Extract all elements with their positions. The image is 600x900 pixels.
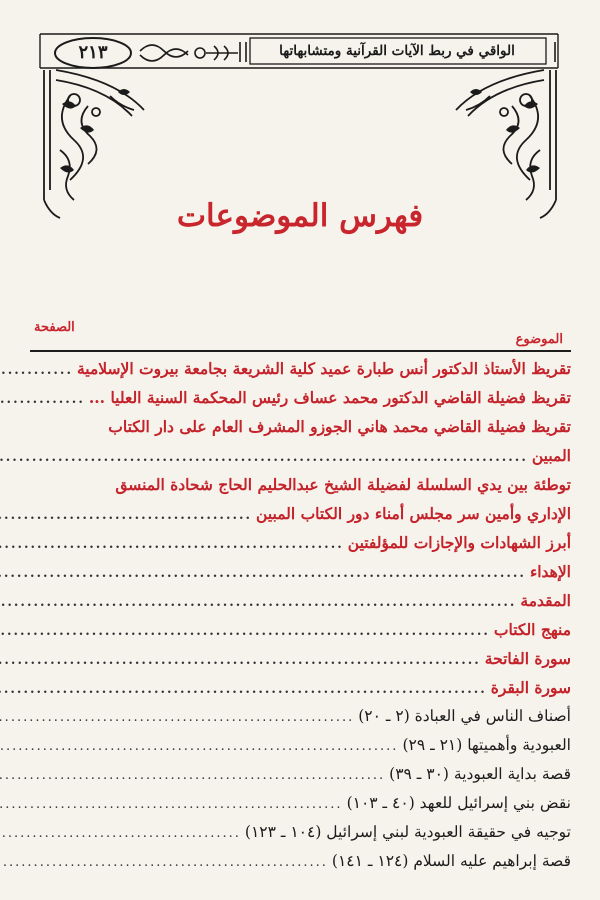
index-title: فهرس الموضوعات	[176, 198, 424, 234]
toc-entry[interactable]	[30, 615, 571, 644]
toc-entry[interactable]	[30, 354, 571, 383]
toc-entry[interactable]	[30, 586, 571, 615]
toc-entry-text: تقريظ فضيلة القاضي محمد هاني الجوزو المشرف العام على دار الكتاب	[108, 417, 571, 436]
toc-entry-text: أصناف الناس في العبادة (٢ ـ ٢٠)	[358, 707, 571, 725]
toc-entry-text: أبرز الشهادات والإجازات للمؤلفتين	[347, 533, 571, 552]
topic-column-label: الموضوع	[515, 332, 563, 347]
toc-entry-text: قصة إبراهيم عليه السلام (١٢٤ ـ ١٤١)	[331, 852, 571, 870]
toc-entry[interactable]	[30, 702, 571, 731]
toc-entry-text: العبودية وأهميتها (٢١ ـ ٢٩)	[402, 736, 571, 754]
column-header	[30, 318, 571, 352]
toc-entry-text: الإهداء	[529, 562, 571, 581]
toc-entry[interactable]	[30, 847, 571, 876]
toc-entry[interactable]	[30, 557, 571, 586]
toc-entry-text: المقدمة	[520, 591, 571, 610]
toc-entry-text: الإداري وأمين سر مجلس أمناء دور الكتاب المبين	[256, 504, 571, 523]
toc-entry[interactable]	[30, 644, 571, 673]
toc-entry[interactable]	[30, 528, 571, 557]
toc-entry[interactable]	[30, 760, 571, 789]
toc-entry-text: سورة الفاتحة	[484, 649, 571, 668]
toc-entry[interactable]	[30, 470, 571, 528]
toc-entry-text: توطئة بين يدي السلسلة لفضيلة الشيخ عبدالحليم الحاج شحادة المنسق	[115, 475, 571, 494]
page-column-label: الصفحة	[34, 320, 75, 335]
toc-entry[interactable]	[30, 673, 571, 702]
toc-entry-text: توجيه في حقيقة العبودية لبني إسرائيل (١٠٤ ـ ١٢٣)	[244, 823, 571, 841]
toc-entry[interactable]	[30, 789, 571, 818]
running-title: الواقي في ربط الآيات القرآنية ومتشابهاتها	[279, 43, 515, 59]
header-rule	[30, 350, 571, 352]
ornamental-frame	[0, 0, 600, 230]
toc-entry-text: تقريظ فضيلة القاضي الدكتور محمد عساف رئيس المحكمة السنية العليا ...	[88, 388, 571, 407]
toc-entry[interactable]	[30, 731, 571, 760]
toc-entry[interactable]	[30, 383, 571, 412]
toc-entry-text: نقض بني إسرائيل للعهد (٤٠ ـ ١٠٣)	[346, 794, 571, 812]
page-header	[0, 0, 600, 234]
toc-entry[interactable]	[30, 818, 571, 847]
toc-entry[interactable]	[30, 412, 571, 470]
toc-entry-text: المبين	[531, 446, 571, 465]
toc-entry-text: قصة بداية العبودية (٣٠ ـ ٣٩)	[389, 765, 571, 783]
page-number: ٢١٣	[78, 42, 108, 63]
toc-entry-text: تقريظ الأستاذ الدكتور أنس طبارة عميد كلية الشريعة بجامعة بيروت الإسلامية	[76, 359, 571, 378]
toc-entry-text: سورة البقرة	[490, 678, 571, 697]
toc-entry-text: منهج الكتاب	[493, 620, 571, 639]
